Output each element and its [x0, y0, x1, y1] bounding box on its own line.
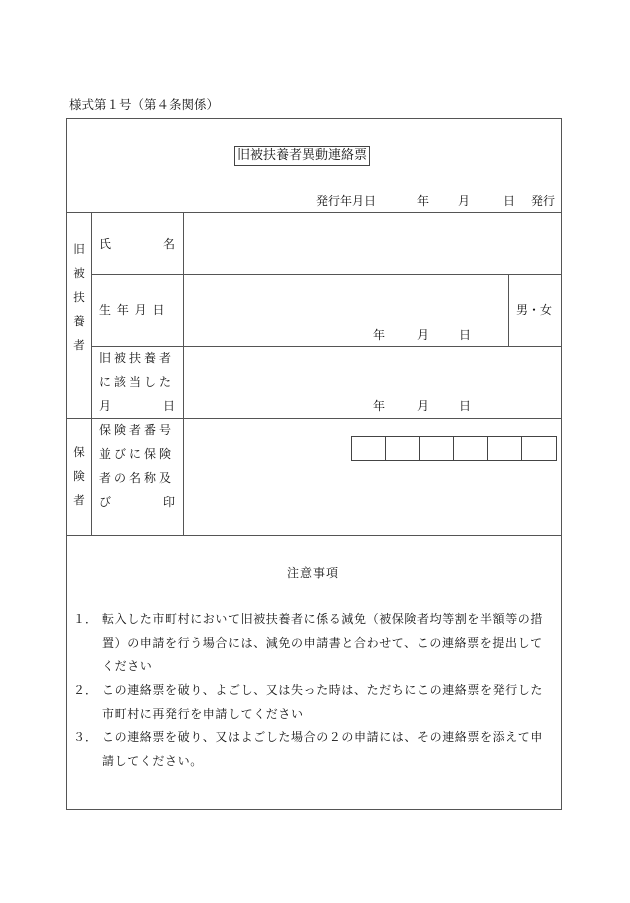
applicable-date-label-line2: に該当した [99, 375, 175, 389]
insurer-number-digit-box[interactable] [419, 436, 454, 461]
name-field[interactable] [184, 213, 561, 273]
insurer-label: 保 険 者 [73, 445, 85, 507]
insurer-number-label-line2: 並びに保険 [99, 447, 175, 461]
insurer-number-label-line3: 者の名称及 [99, 471, 175, 485]
birthdate-label: 生 年 月 日 [99, 303, 166, 317]
applicable-date-label-month: 月 [99, 399, 112, 413]
sex-selector[interactable]: 男・女 [516, 303, 553, 317]
note-item [73, 608, 558, 678]
applicable-month-unit: 月 [417, 399, 430, 413]
divider [91, 212, 92, 535]
seal-label: 印 [163, 495, 176, 509]
divider [508, 274, 509, 346]
insurer-number-label-line4: び [99, 495, 112, 509]
name-label-first: 氏 [99, 237, 112, 251]
note-text: この連絡票を破り、よごし、又は失った時は、ただちにこの連絡票を発行した市町村に再発行を申請してください [102, 683, 544, 721]
applicable-year-unit: 年 [373, 399, 386, 413]
form-number: 様式第１号（第４条関係） [69, 97, 220, 112]
insurer-number-digit-box[interactable] [453, 436, 488, 461]
birthdate-month-unit: 月 [417, 328, 430, 342]
note-item [73, 679, 558, 726]
note-number: １． [73, 612, 98, 626]
note-text: 転入した市町村において旧被扶養者に係る減免（被保険者均等割を半額等の措置）の申請を行う場合には、減免の申請書と合わせて、この連絡票を提出してください [102, 612, 544, 673]
birthdate-year-unit: 年 [373, 328, 386, 342]
note-item [73, 726, 558, 773]
insurer-number-label-line1: 保険者番号 [99, 423, 175, 437]
note-number: ２． [73, 683, 98, 697]
insurer-number-boxes [351, 436, 557, 461]
issue-day-unit: 日 [503, 194, 516, 208]
notes-heading: 注意事項 [287, 566, 340, 580]
applicable-day-unit: 日 [459, 399, 472, 413]
issue-month-unit: 月 [458, 194, 471, 208]
form-title: 旧被扶養者異動連絡票 [234, 146, 370, 166]
insurer-number-digit-box[interactable] [351, 436, 386, 461]
insurer-name-field[interactable] [184, 466, 561, 534]
birthdate-day-unit: 日 [459, 328, 472, 342]
insurer-number-digit-box[interactable] [521, 436, 557, 461]
issue-year-unit: 年 [417, 194, 430, 208]
note-text: この連絡票を破り、又はよごした場合の２の申請には、その連絡票を添えて申請してください。 [102, 730, 544, 768]
divider [66, 418, 562, 419]
name-label-second: 名 [163, 237, 176, 251]
divider [66, 535, 562, 536]
applicable-date-label-line1: 旧被扶養者 [99, 351, 175, 365]
insurer-number-digit-box[interactable] [385, 436, 420, 461]
issue-suffix: 発行 [531, 194, 556, 208]
applicable-date-label-day: 日 [163, 399, 176, 413]
issue-date-label: 発行年月日 [316, 194, 377, 208]
former-dependent-label: 旧 被 扶 養 者 [73, 242, 85, 352]
insurer-number-digit-box[interactable] [487, 436, 522, 461]
note-number: ３． [73, 730, 98, 744]
